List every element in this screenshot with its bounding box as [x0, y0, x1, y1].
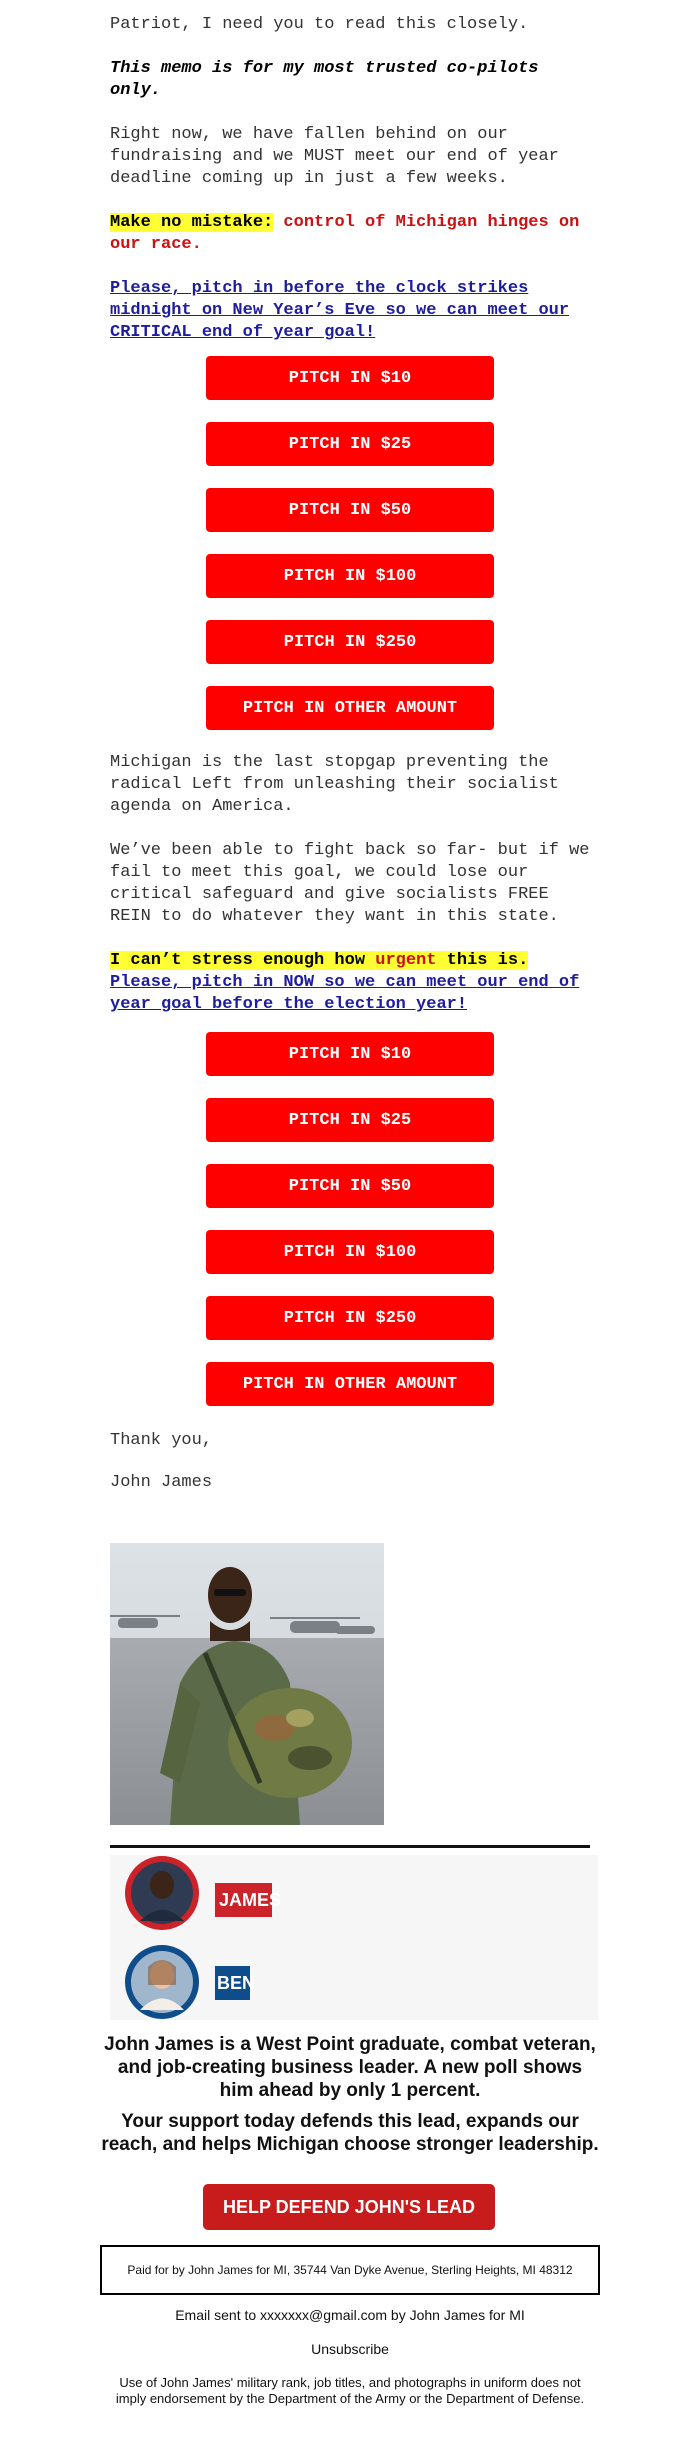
mistake-rest: control of Michigan hinges on our race.	[110, 213, 580, 254]
divider-rule	[110, 1845, 590, 1848]
mistake-paragraph	[110, 212, 590, 256]
support-text: Your support today defends this lead, expands our reach, and helps Michigan choose stronger leadership.	[101, 2111, 599, 2155]
paid-for-box	[100, 2245, 600, 2295]
pitch-100-button-2[interactable]: PITCH IN $100	[206, 1230, 494, 1274]
lead-text: John James is a West Point graduate, combat veteran, and job-creating business leader. A new poll shows him ahead by only 1 percent.	[104, 2034, 596, 2101]
candidate-graphic	[110, 1855, 598, 2020]
pitch-link-1[interactable]: Please, pitch in before the clock strikes midnight on New Year’s Eve so we can meet our CRITICAL end of year goal!	[110, 279, 570, 342]
opening-line: Patriot, I need you to read this closely.	[110, 15, 529, 34]
candidate-comparison-graphic	[110, 1855, 598, 2020]
signoff	[110, 1430, 590, 1494]
disclaimer-text: Use of John James' military rank, job titles, and photographs in uniform does not imply endorsement by the Department of the Army or the Department of Defense.	[115, 2375, 585, 2406]
pitch-25-button-2[interactable]: PITCH IN $25	[206, 1098, 494, 1142]
stopgap-paragraph: Michigan is the last stopgap preventing the radical Left from unleashing their socialist agenda on America.	[110, 753, 559, 816]
pitch-50-button[interactable]: PITCH IN $50	[206, 488, 494, 532]
behind-paragraph: Right now, we have fallen behind on our fundraising and we MUST meet our end of year deadline coming up in just a few weeks.	[110, 125, 559, 188]
stress-paragraph	[110, 950, 590, 1016]
stress-highlight	[110, 951, 528, 970]
help-defend-button[interactable]: HELP DEFEND JOHN'S LEAD	[203, 2184, 495, 2230]
pitch-50-button-2[interactable]: PITCH IN $50	[206, 1164, 494, 1208]
pitch-link-1-wrap	[110, 278, 590, 344]
email-sent-text: Email sent to xxxxxxx@gmail.com by John James for MI	[175, 2307, 525, 2323]
unsubscribe-link[interactable]: Unsubscribe	[311, 2341, 389, 2357]
pitch-link-2[interactable]: Please, pitch in NOW so we can meet our end of year goal before the election year!	[110, 973, 580, 1014]
soldier-photo	[110, 1543, 384, 1825]
unsubscribe-wrap	[100, 2341, 600, 2358]
mistake-highlight: Make no mistake:	[110, 213, 274, 232]
stress-urgent: urgent	[375, 951, 437, 970]
pitch-10-button-2[interactable]: PITCH IN $10	[206, 1032, 494, 1076]
james-tag	[215, 1883, 282, 1917]
soldier-illustration	[110, 1543, 384, 1825]
james-tag-text: JAMES	[219, 1889, 282, 1910]
ben-tag-text: BEN	[217, 1972, 256, 1993]
stress-text-a: I can’t stress enough how	[110, 951, 376, 970]
pitch-250-button[interactable]: PITCH IN $250	[206, 620, 494, 664]
pitch-25-button[interactable]: PITCH IN $25	[206, 422, 494, 466]
memo-body	[110, 14, 590, 344]
pitch-other-button-2[interactable]: PITCH IN OTHER AMOUNT	[206, 1362, 494, 1406]
thanks-line: Thank you,	[110, 1431, 213, 1450]
memo-body-middle	[110, 752, 590, 1016]
trusted-line: This memo is for my most trusted co-pilots only.	[110, 59, 539, 100]
pitch-10-button[interactable]: PITCH IN $10	[206, 356, 494, 400]
pitch-250-button-2[interactable]: PITCH IN $250	[206, 1296, 494, 1340]
ben-tag	[215, 1966, 256, 2000]
signature: John James	[110, 1473, 213, 1492]
paid-for-text: Paid for by John James for MI, 35744 Van Dyke Avenue, Sterling Heights, MI 48312	[127, 2263, 573, 2277]
stress-text-b: this is.	[436, 951, 529, 970]
pitch-100-button[interactable]: PITCH IN $100	[206, 554, 494, 598]
fought-back-paragraph: We’ve been able to fight back so far- but if we fail to meet this goal, we could lose our critical safeguard and give socialists FREE REIN to do whatever they want in this state.	[110, 841, 590, 926]
pitch-other-button[interactable]: PITCH IN OTHER AMOUNT	[206, 686, 494, 730]
